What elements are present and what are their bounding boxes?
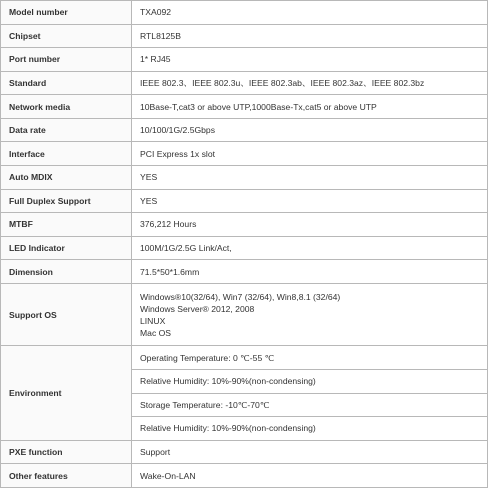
spec-row-network-media — [1, 95, 488, 119]
spec-row-led-indicator — [1, 236, 488, 260]
spec-label: Standard — [1, 71, 132, 95]
spec-value: PCI Express 1x slot — [132, 142, 488, 166]
spec-value: Storage Temperature: -10℃-70℃ — [132, 393, 488, 417]
spec-label: Chipset — [1, 24, 132, 48]
spec-value: Relative Humidity: 10%-90%(non-condensing) — [132, 370, 488, 394]
spec-label: Dimension — [1, 260, 132, 284]
spec-value: 10Base-T,cat3 or above UTP,1000Base-Tx,cat5 or above UTP — [132, 95, 488, 119]
os-line: Windows®10(32/64), Win7 (32/64), Win8,8.1 (32/64) — [140, 291, 341, 302]
os-line: Windows Server® 2012, 2008 — [140, 303, 255, 314]
spec-label: PXE function — [1, 440, 132, 464]
spec-value: 1* RJ45 — [132, 48, 488, 72]
spec-label: MTBF — [1, 213, 132, 237]
os-line: Mac OS — [140, 327, 172, 338]
spec-row-full-duplex — [1, 189, 488, 213]
spec-row-pxe-function — [1, 440, 488, 464]
spec-row-environment — [1, 346, 488, 370]
spec-label: Auto MDIX — [1, 166, 132, 190]
spec-row-support-os — [1, 283, 488, 346]
spec-value: Support — [132, 440, 488, 464]
spec-value: 100M/1G/2.5G Link/Act, — [132, 236, 488, 260]
spec-row-auto-mdix — [1, 166, 488, 190]
spec-value: Operating Temperature: 0 ℃-55 ℃ — [132, 346, 488, 370]
spec-row-chipset — [1, 24, 488, 48]
spec-label: Interface — [1, 142, 132, 166]
spec-value — [132, 283, 488, 346]
spec-row-port-number — [1, 48, 488, 72]
spec-row-interface — [1, 142, 488, 166]
spec-row-other-features — [1, 464, 488, 488]
spec-row-data-rate — [1, 118, 488, 142]
spec-label: LED Indicator — [1, 236, 132, 260]
spec-value: Wake-On-LAN — [132, 464, 488, 488]
spec-value: YES — [132, 166, 488, 190]
spec-row-mtbf — [1, 213, 488, 237]
spec-value: RTL8125B — [132, 24, 488, 48]
spec-row-standard — [1, 71, 488, 95]
spec-value: 10/100/1G/2.5Gbps — [132, 118, 488, 142]
os-line: LINUX — [140, 315, 166, 326]
spec-label: Full Duplex Support — [1, 189, 132, 213]
spec-value: IEEE 802.3、IEEE 802.3u、IEEE 802.3ab、IEEE 802.3az、IEEE 802.3bz — [132, 71, 488, 95]
spec-label: Other features — [1, 464, 132, 488]
spec-label: Network media — [1, 95, 132, 119]
spec-label: Data rate — [1, 118, 132, 142]
spec-row-dimension — [1, 260, 488, 284]
spec-label: Environment — [1, 346, 132, 440]
spec-label: Support OS — [1, 283, 132, 346]
spec-row-model-number — [1, 1, 488, 25]
spec-label: Port number — [1, 48, 132, 72]
spec-label: Model number — [1, 1, 132, 25]
spec-value: 71.5*50*1.6mm — [132, 260, 488, 284]
spec-value: TXA092 — [132, 1, 488, 25]
spec-value: YES — [132, 189, 488, 213]
spec-value: Relative Humidity: 10%-90%(non-condensing) — [132, 417, 488, 441]
spec-value: 376,212 Hours — [132, 213, 488, 237]
